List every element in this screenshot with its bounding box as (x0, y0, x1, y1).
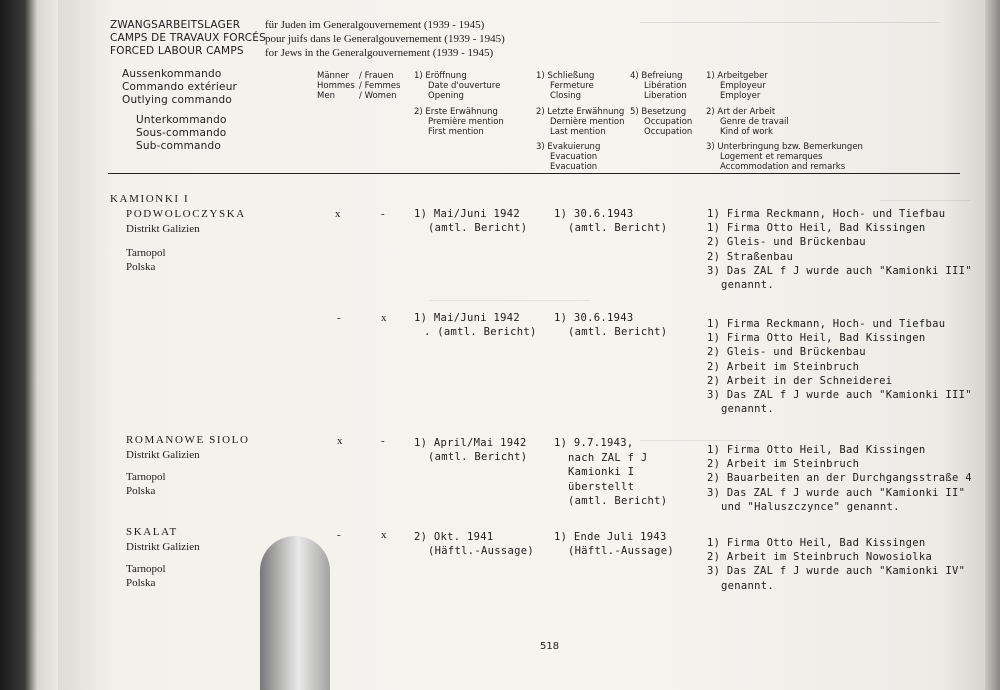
header-evacuation (536, 142, 600, 172)
outlying-fr: Commando extérieur (122, 81, 238, 93)
evacuation-de: 3) Evakuierung (536, 142, 601, 152)
thumb-holding-page (260, 536, 330, 690)
place-town: Tarnopol (126, 563, 166, 575)
last-mention-en: Last mention (550, 127, 606, 137)
scope-de: für Juden im Generalgouvernement (1939 - 1945) (265, 19, 485, 31)
remarks-cell: 1) Firma Otto Heil, Bad Kissingen 2) Arbeit im Steinbruch Nowosiolka 3) Das ZAL f J wurde auch "Kamionki IV" genannt. (707, 537, 966, 592)
liberation-de: 4) Befreiung (630, 71, 683, 81)
men-mark: x (335, 208, 341, 220)
men-mark: - (337, 529, 341, 541)
opening-en: Opening (428, 91, 464, 101)
accommodation-fr: Logement et remarques (720, 152, 823, 162)
header-occupation (630, 107, 692, 137)
last-mention-de: 2) Letzte Erwähnung (536, 107, 625, 117)
place-town: Tarnopol (126, 247, 166, 259)
bleed-through (430, 300, 590, 309)
title-en: FORCED LABOUR CAMPS (110, 45, 244, 57)
liberation-fr: Libération (644, 81, 687, 91)
place-country: Polska (126, 577, 156, 589)
scope-fr: pour juifs dans le Generalgouvernement (1939 - 1945) (265, 33, 505, 45)
women-en: / Women (359, 91, 397, 101)
opening-cell: 1) April/Mai 1942 (amtl. Bericht) (414, 437, 528, 463)
camp-name: KAMIONKI I (110, 193, 190, 205)
employer-en: Employer (720, 91, 761, 101)
occupation-en: Occupation (644, 127, 693, 137)
opening-cell: 2) Okt. 1941 (Häftl.-Aussage) (414, 531, 534, 557)
closing-en: Closing (550, 91, 582, 101)
occupation-de: 5) Besetzung (630, 107, 687, 117)
place-district: Distrikt Galizien (126, 541, 200, 553)
liberation-en: Liberation (644, 91, 687, 101)
entry-kamionki-name (110, 192, 246, 274)
first-mention-en: First mention (428, 127, 484, 137)
men-en: Men (317, 91, 335, 101)
occupation-fr: Occupation (644, 117, 693, 127)
header-closing (536, 71, 594, 101)
title-de: ZWANGSARBEITSLAGER (110, 19, 241, 31)
first-mention-fr: Première mention (428, 117, 504, 127)
work-fr: Genre de travail (720, 117, 789, 127)
header-kind-of-work (706, 107, 789, 137)
last-mention-fr: Dernière mention (550, 117, 625, 127)
employer-de: 1) Arbeitgeber (706, 71, 768, 81)
place-district: Distrikt Galizien (126, 223, 200, 235)
entry-skalat-name (126, 525, 200, 590)
camp-name: ROMANOWE SIOLO (126, 434, 250, 446)
header-women (359, 71, 400, 101)
header-liberation (630, 71, 687, 101)
header-accommodation (706, 142, 863, 172)
header-employer (706, 71, 768, 101)
camp-name: SKALAT (126, 526, 178, 538)
scope-en: for Jews in the Generalgouvernement (1939 - 1945) (265, 47, 494, 59)
outlying-de: Aussenkommando (122, 68, 222, 80)
header-divider (108, 173, 960, 174)
sub-de: Unterkommando (136, 114, 227, 126)
title-fr: CAMPS DE TRAVAUX FORCÉS (110, 32, 266, 44)
closing-cell: 1) Ende Juli 1943 (Häftl.-Aussage) (554, 531, 674, 557)
sub-en: Sub-commando (136, 140, 222, 152)
remarks-cell: 1) Firma Reckmann, Hoch- und Tiefbau 1) Firma Otto Heil, Bad Kissingen 2) Gleis- und Brückenbau 2) Arbeit im Steinbruch 2) Arbeit in der Schneiderei 3) Das ZAL f J wurde auch "Kamionki III" genannt. (707, 318, 972, 416)
men-mark: - (337, 312, 341, 324)
closing-cell: 1) 30.6.1943 (amtl. Bericht) (554, 312, 668, 338)
remarks-cell: 1) Firma Otto Heil, Bad Kissingen 2) Arbeit im Steinbruch 2) Bauarbeiten an der Durchgangsstraße 4 3) Das ZAL f J wurde auch "Kamionki II" und "Haluszczynce" genannt. (707, 444, 972, 513)
women-mark: x (381, 312, 387, 324)
accommodation-en: Accommodation and remarks (720, 162, 846, 172)
book-spine-edge (0, 0, 62, 690)
page-number: 518 (540, 641, 560, 652)
header-subcommando (136, 114, 227, 153)
opening-de: 1) Eröffnung (414, 71, 467, 81)
opening-fr: Date d'ouverture (428, 81, 501, 91)
outlying-en: Outlying commando (122, 94, 232, 106)
closing-de: 1) Schließung (536, 71, 595, 81)
men-fr: Hommes (317, 81, 355, 91)
evacuation-fr: Evacuation (550, 152, 598, 162)
employer-fr: Employeur (720, 81, 766, 91)
page-edge-right (985, 0, 1000, 690)
header-opening (414, 71, 500, 101)
work-de: 2) Art der Arbeit (706, 107, 776, 117)
header-titles (110, 19, 266, 58)
closing-fr: Fermeture (550, 81, 594, 91)
place-country: Polska (126, 261, 156, 273)
opening-cell: 1) Mai/Juni 1942 (amtl. Bericht) (414, 208, 528, 234)
camp-name-line2: PODWOLOCZYSKA (126, 208, 246, 220)
women-fr: / Femmes (359, 81, 401, 91)
women-mark: - (381, 435, 385, 447)
bleed-through (640, 22, 940, 31)
women-de: / Frauen (359, 71, 394, 81)
header-last-mention (536, 107, 625, 137)
place-district: Distrikt Galizien (126, 449, 200, 461)
entry-romanowe-name (126, 433, 250, 498)
evacuation-en: Evacuation (550, 162, 598, 172)
header-first-mention (414, 107, 504, 137)
header-men (317, 71, 355, 101)
closing-cell: 1) 9.7.1943, nach ZAL f J Kamionki I überstellt (amtl. Bericht) (554, 437, 668, 508)
place-town: Tarnopol (126, 471, 166, 483)
men-mark: x (337, 435, 343, 447)
work-en: Kind of work (720, 127, 773, 137)
closing-cell: 1) 30.6.1943 (amtl. Bericht) (554, 208, 668, 234)
remarks-cell: 1) Firma Reckmann, Hoch- und Tiefbau 1) Firma Otto Heil, Bad Kissingen 2) Gleis- und Brückenbau 2) Straßenbau 3) Das ZAL f J wurde auch "Kamionki III" genannt. (707, 208, 972, 292)
accommodation-de: 3) Unterbringung bzw. Bemerkungen (706, 142, 863, 152)
women-mark: - (381, 208, 385, 220)
first-mention-de: 2) Erste Erwähnung (414, 107, 498, 117)
place-country: Polska (126, 485, 156, 497)
opening-cell: 1) Mai/Juni 1942 . (amtl. Bericht) (414, 312, 537, 338)
header-outlying (122, 68, 237, 107)
sub-fr: Sous-commando (136, 127, 227, 139)
men-de: Männer (317, 71, 350, 81)
header-scope (265, 18, 505, 60)
women-mark: x (381, 529, 387, 541)
